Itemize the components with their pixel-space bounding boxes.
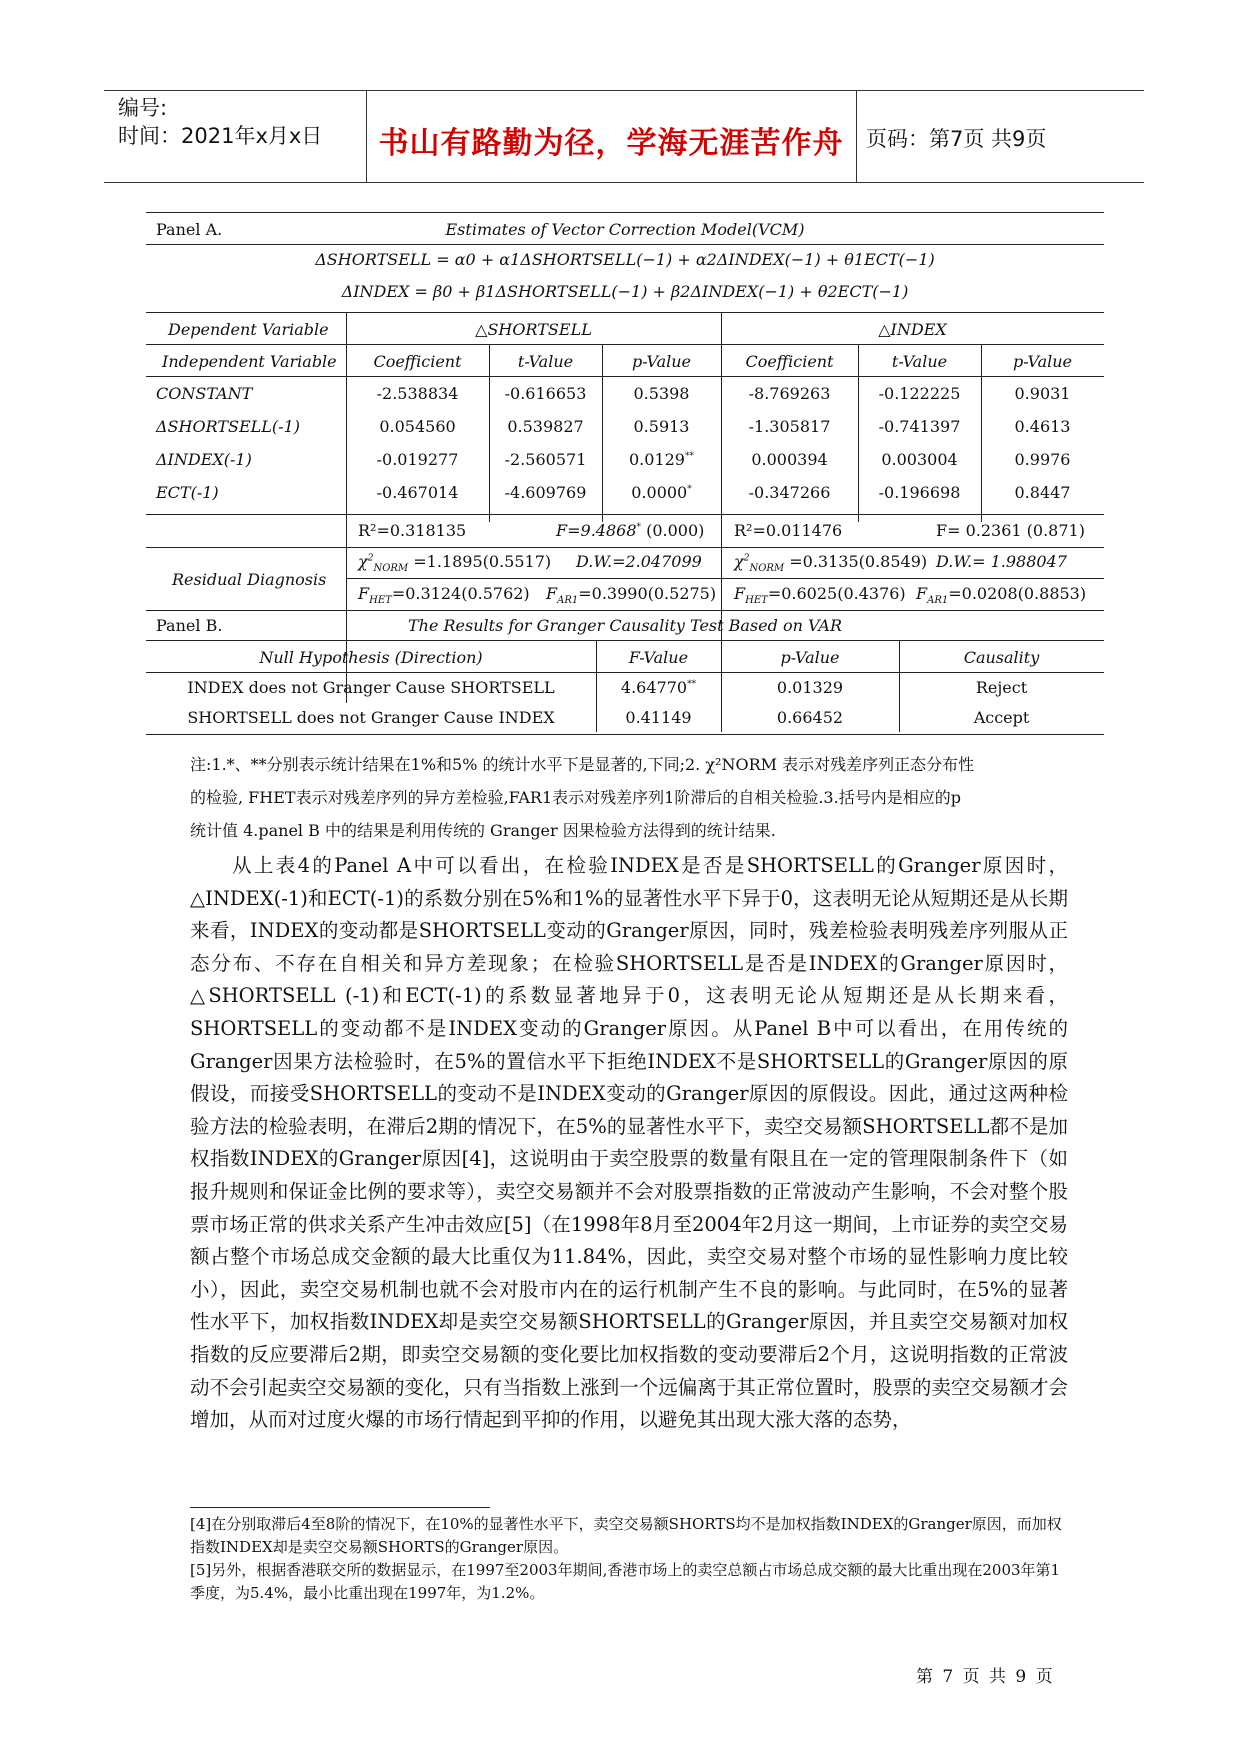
page-header bbox=[104, 90, 1144, 184]
f-cell: 0.41149 bbox=[625, 708, 692, 727]
cell: 0.539827 bbox=[507, 417, 584, 436]
note-line: 统计值 4.panel B 中的结果是利用传统的 Granger 因果检验方法得到的统计结果. bbox=[190, 821, 776, 840]
row-label: ECT(-1) bbox=[156, 483, 219, 502]
rule bbox=[146, 672, 1104, 673]
page-footer: 第 7 页 共 9 页 bbox=[916, 1667, 1055, 1687]
col-coefficient: Coefficient bbox=[373, 352, 462, 371]
cell: -4.609769 bbox=[504, 483, 587, 502]
independent-variable-label: Independent Variable bbox=[162, 352, 337, 371]
het-value: =0.3124(0.5762) bbox=[391, 584, 530, 603]
cell: 0.9031 bbox=[1014, 384, 1071, 403]
row-label: ΔSHORTSELL(-1) bbox=[156, 417, 300, 436]
panel-b-label: Panel B. bbox=[156, 616, 223, 635]
norm-index: $\chi^2_{NORM} =0.3135(0.8549)$ bbox=[734, 552, 928, 575]
ar-index: $F_{AR1}=0.0208(0.8853)$ bbox=[916, 584, 1087, 607]
footnotes bbox=[190, 1513, 1070, 1605]
header-left-block bbox=[118, 94, 322, 150]
rule bbox=[146, 312, 1104, 313]
footnote-5: [5]另外，根据香港联交所的数据显示，在1997至2003年期间,香港市场上的卖空总额占市场总成交额的最大比重出现在2003年第1季度，为5.4%，最小比重出现在1997年，为1.2%。 bbox=[190, 1561, 1061, 1602]
col-causality: Causality bbox=[963, 648, 1040, 667]
f-shortsell bbox=[556, 521, 704, 540]
col-p-value: p-Value bbox=[780, 648, 840, 667]
significance-mark: ** bbox=[687, 679, 697, 690]
note-line: 的检验, FHET表示对残差序列的异方差检验,FAR1表示对残差序列1阶滞后的自相关检验.3.括号内是相应的p bbox=[190, 788, 961, 807]
equation-1: ΔSHORTSELL = α0 + α1ΔSHORTSELL(−1) + α2ΔINDEX(−1) + θ1ECT(−1) bbox=[315, 250, 935, 269]
f-value: 4.64770 bbox=[620, 678, 688, 697]
p-cell: 0.01329 bbox=[776, 678, 844, 697]
significance-mark: * bbox=[687, 484, 692, 495]
f-cell bbox=[596, 678, 721, 697]
norm-value: =0.3135(0.8549) bbox=[789, 552, 928, 571]
equation-2: ΔINDEX = β0 + β1ΔSHORTSELL(−1) + β2ΔINDEX(−1) + θ2ECT(−1) bbox=[341, 282, 909, 301]
table-bottom-rule bbox=[146, 734, 1104, 735]
cell: 0.5398 bbox=[633, 384, 690, 403]
page-label: 页码：第7页 共9页 bbox=[866, 127, 1047, 151]
panel-b-title: The Results for Granger Causality Test Based on VAR bbox=[407, 616, 843, 635]
cell: -2.538834 bbox=[376, 384, 459, 403]
norm-value: =1.1895(0.5517) bbox=[413, 552, 552, 571]
row-label: CONSTANT bbox=[156, 384, 253, 403]
cell: -0.196698 bbox=[878, 483, 961, 502]
rule bbox=[146, 244, 1104, 245]
het-index: $F_{HET}=0.6025(0.4376)$ bbox=[734, 584, 906, 607]
rule bbox=[146, 344, 1104, 345]
dw-shortsell: D.W.=2.047099 bbox=[576, 552, 702, 571]
cell: 0.9976 bbox=[1014, 450, 1071, 469]
cell: -2.560571 bbox=[504, 450, 587, 469]
col-coefficient: Coefficient bbox=[745, 352, 834, 371]
rule bbox=[146, 514, 1104, 515]
rule bbox=[346, 578, 1104, 579]
row-label: ΔINDEX(-1) bbox=[156, 450, 252, 469]
panel-a-title: Estimates of Vector Correction Model(VCM) bbox=[445, 220, 805, 239]
footnote-rule bbox=[190, 1507, 490, 1508]
col-p-value: p-Value bbox=[1013, 352, 1072, 371]
table-notes bbox=[190, 748, 1070, 847]
group-index: △INDEX bbox=[878, 320, 947, 339]
p-cell: 0.66452 bbox=[776, 708, 844, 727]
cell-value: 0.0129 bbox=[629, 450, 685, 469]
col-null-hypothesis: Null Hypothesis (Direction) bbox=[259, 648, 483, 667]
cell: 0.003004 bbox=[881, 450, 958, 469]
body-text bbox=[190, 850, 1068, 1437]
causality-cell: Accept bbox=[973, 708, 1030, 727]
header-top-rule bbox=[104, 90, 1144, 91]
header-bottom-rule bbox=[104, 182, 1144, 183]
residual-diagnosis-label: Residual Diagnosis bbox=[172, 570, 327, 589]
rule bbox=[146, 547, 1104, 548]
significance-mark: ** bbox=[684, 451, 694, 462]
footnote-4: [4]在分别取滞后4至8阶的情况下，在10%的显著性水平下，卖空交易额SHORTS均不是加权指数INDEX的Granger原因，而加权指数INDEX却是卖空交易额SHORTS的Granger原因。 bbox=[190, 1515, 1062, 1556]
cell: 0.5913 bbox=[633, 417, 690, 436]
rule bbox=[146, 376, 1104, 377]
col-t-value: t-Value bbox=[891, 352, 948, 371]
cell: -1.305817 bbox=[748, 417, 831, 436]
panel-a-label: Panel A. bbox=[156, 220, 223, 239]
note-line: 注:1.*、**分别表示统计结果在1%和5% 的统计水平下是显著的,下同;2. χ²NORM 表示对残差序列正态分布性 bbox=[190, 755, 975, 774]
ar-value: =0.3990(0.5275) bbox=[578, 584, 717, 603]
norm-shortsell: $\chi^2_{NORM} =1.1895(0.5517)$ bbox=[358, 552, 552, 575]
causality-cell: Reject bbox=[975, 678, 1028, 697]
ar-shortsell: $F_{AR1}=0.3990(0.5275)$ bbox=[546, 584, 717, 607]
cell: -0.741397 bbox=[878, 417, 961, 436]
group-shortsell: △SHORTSELL bbox=[475, 320, 592, 339]
rule bbox=[146, 640, 1104, 641]
het-value: =0.6025(0.4376) bbox=[767, 584, 906, 603]
col-t-value: t-Value bbox=[517, 352, 574, 371]
time-label: 时间：2021年x月x日 bbox=[118, 124, 323, 148]
f-p-value: (0.000) bbox=[641, 521, 705, 540]
cell: -0.616653 bbox=[504, 384, 587, 403]
cell: 0.054560 bbox=[379, 417, 456, 436]
r2-shortsell: R²=0.318135 bbox=[358, 521, 467, 540]
cell: -8.769263 bbox=[748, 384, 831, 403]
col-p-value: p-Value bbox=[632, 352, 691, 371]
cell: -0.122225 bbox=[878, 384, 961, 403]
cell: -0.347266 bbox=[748, 483, 831, 502]
table-top-rule bbox=[146, 212, 1104, 213]
hypothesis: SHORTSELL does not Granger Cause INDEX bbox=[187, 708, 555, 727]
cell bbox=[602, 450, 721, 469]
cell: -0.467014 bbox=[376, 483, 459, 502]
motto: 书山有路勤为径，学海无涯苦作舟 bbox=[378, 126, 844, 161]
f-value: F=9.4868 bbox=[556, 521, 637, 540]
cell: 0.000394 bbox=[751, 450, 828, 469]
cell bbox=[602, 483, 721, 502]
body-paragraph: 从上表4的Panel A中可以看出，在检验INDEX是否是SHORTSELL的Granger原因时，△INDEX(-1)和ECT(-1)的系数分别在5%和1%的显著性水平下异于0，这表明无论从短期还是从长期来看，INDEX的变动都是SHORTSELL变动的Granger原因，同时，残差检验表明残差序列服从正态分布、不存在自相关和异方差现象；在检验SHORTSELL是否是INDEX的Granger原因时，△SHORTSELL (-1)和ECT(-1)的系数显著地异于0，这表明无论从短期还是从长期来看，SHORTSELL的变动都不是INDEX变动的Granger原因。从Panel B中可以看出，在用传统的Granger因果方法检验时，在5%的置信水平下拒绝INDEX不是SHORTSELL的Granger原因的原假设，而接受SHORTSELL的变动不是INDEX变动的Granger原因的原假设。因此，通过这两种检验方法的检验表明，在滞后2期的情况下，在5%的显著性水平下，卖空交易额SHORTSELL都不是加权指数INDEX的Granger原因[4]，这说明由于卖空股票的数量有限且在一定的管理限制条件下（如报升规则和保证金比例的要求等），卖空交易额并不会对股票指数的正常波动产生影响，不会对整个股票市场正常的供求关系产生冲击效应[5]（在1998年8月至2004年2月这一期间，上市证券的卖空交易额占整个市场总成交金额的最大比重仅为11.84%，因此，卖空交易对整个市场的显性影响力度比较小），因此，卖空交易机制也就不会对股市内在的运行机制产生不良的影响。与此同时，在5%的显著性水平下，加权指数INDEX却是卖空交易额SHORTSELL的Granger原因，并且卖空交易额对加权指数的反应要滞后2期，即卖空交易额的变化要比加权指数的变动要滞后2个月，这说明指数的正常波动不会引起卖空交易额的变化，只有当指数上涨到一个远偏离于其正常位置时，股票的卖空交易额才会增加，从而对过度火爆的市场行情起到平抑的作用，以避免其出现大涨大落的态势， bbox=[190, 854, 1068, 1432]
dependent-variable-label: Dependent Variable bbox=[168, 320, 329, 339]
f-index: F= 0.2361 (0.871) bbox=[936, 521, 1085, 540]
dw-index: D.W.= 1.988047 bbox=[936, 552, 1067, 571]
ar-value: =0.0208(0.8853) bbox=[948, 584, 1087, 603]
cell: 0.8447 bbox=[1014, 483, 1071, 502]
cell: 0.4613 bbox=[1014, 417, 1071, 436]
rule bbox=[146, 610, 1104, 611]
het-shortsell: $F_{HET}=0.3124(0.5762)$ bbox=[358, 584, 530, 607]
cell-value: 0.0000 bbox=[631, 483, 688, 502]
col-f-value: F-Value bbox=[628, 648, 689, 667]
significance-mark: * bbox=[636, 522, 641, 533]
header-divider-right bbox=[856, 90, 857, 182]
cell: -0.019277 bbox=[376, 450, 459, 469]
serial-label: 编号: bbox=[118, 96, 168, 120]
hypothesis: INDEX does not Granger Cause SHORTSELL bbox=[187, 678, 555, 697]
r2-index: R²=0.011476 bbox=[734, 521, 843, 540]
